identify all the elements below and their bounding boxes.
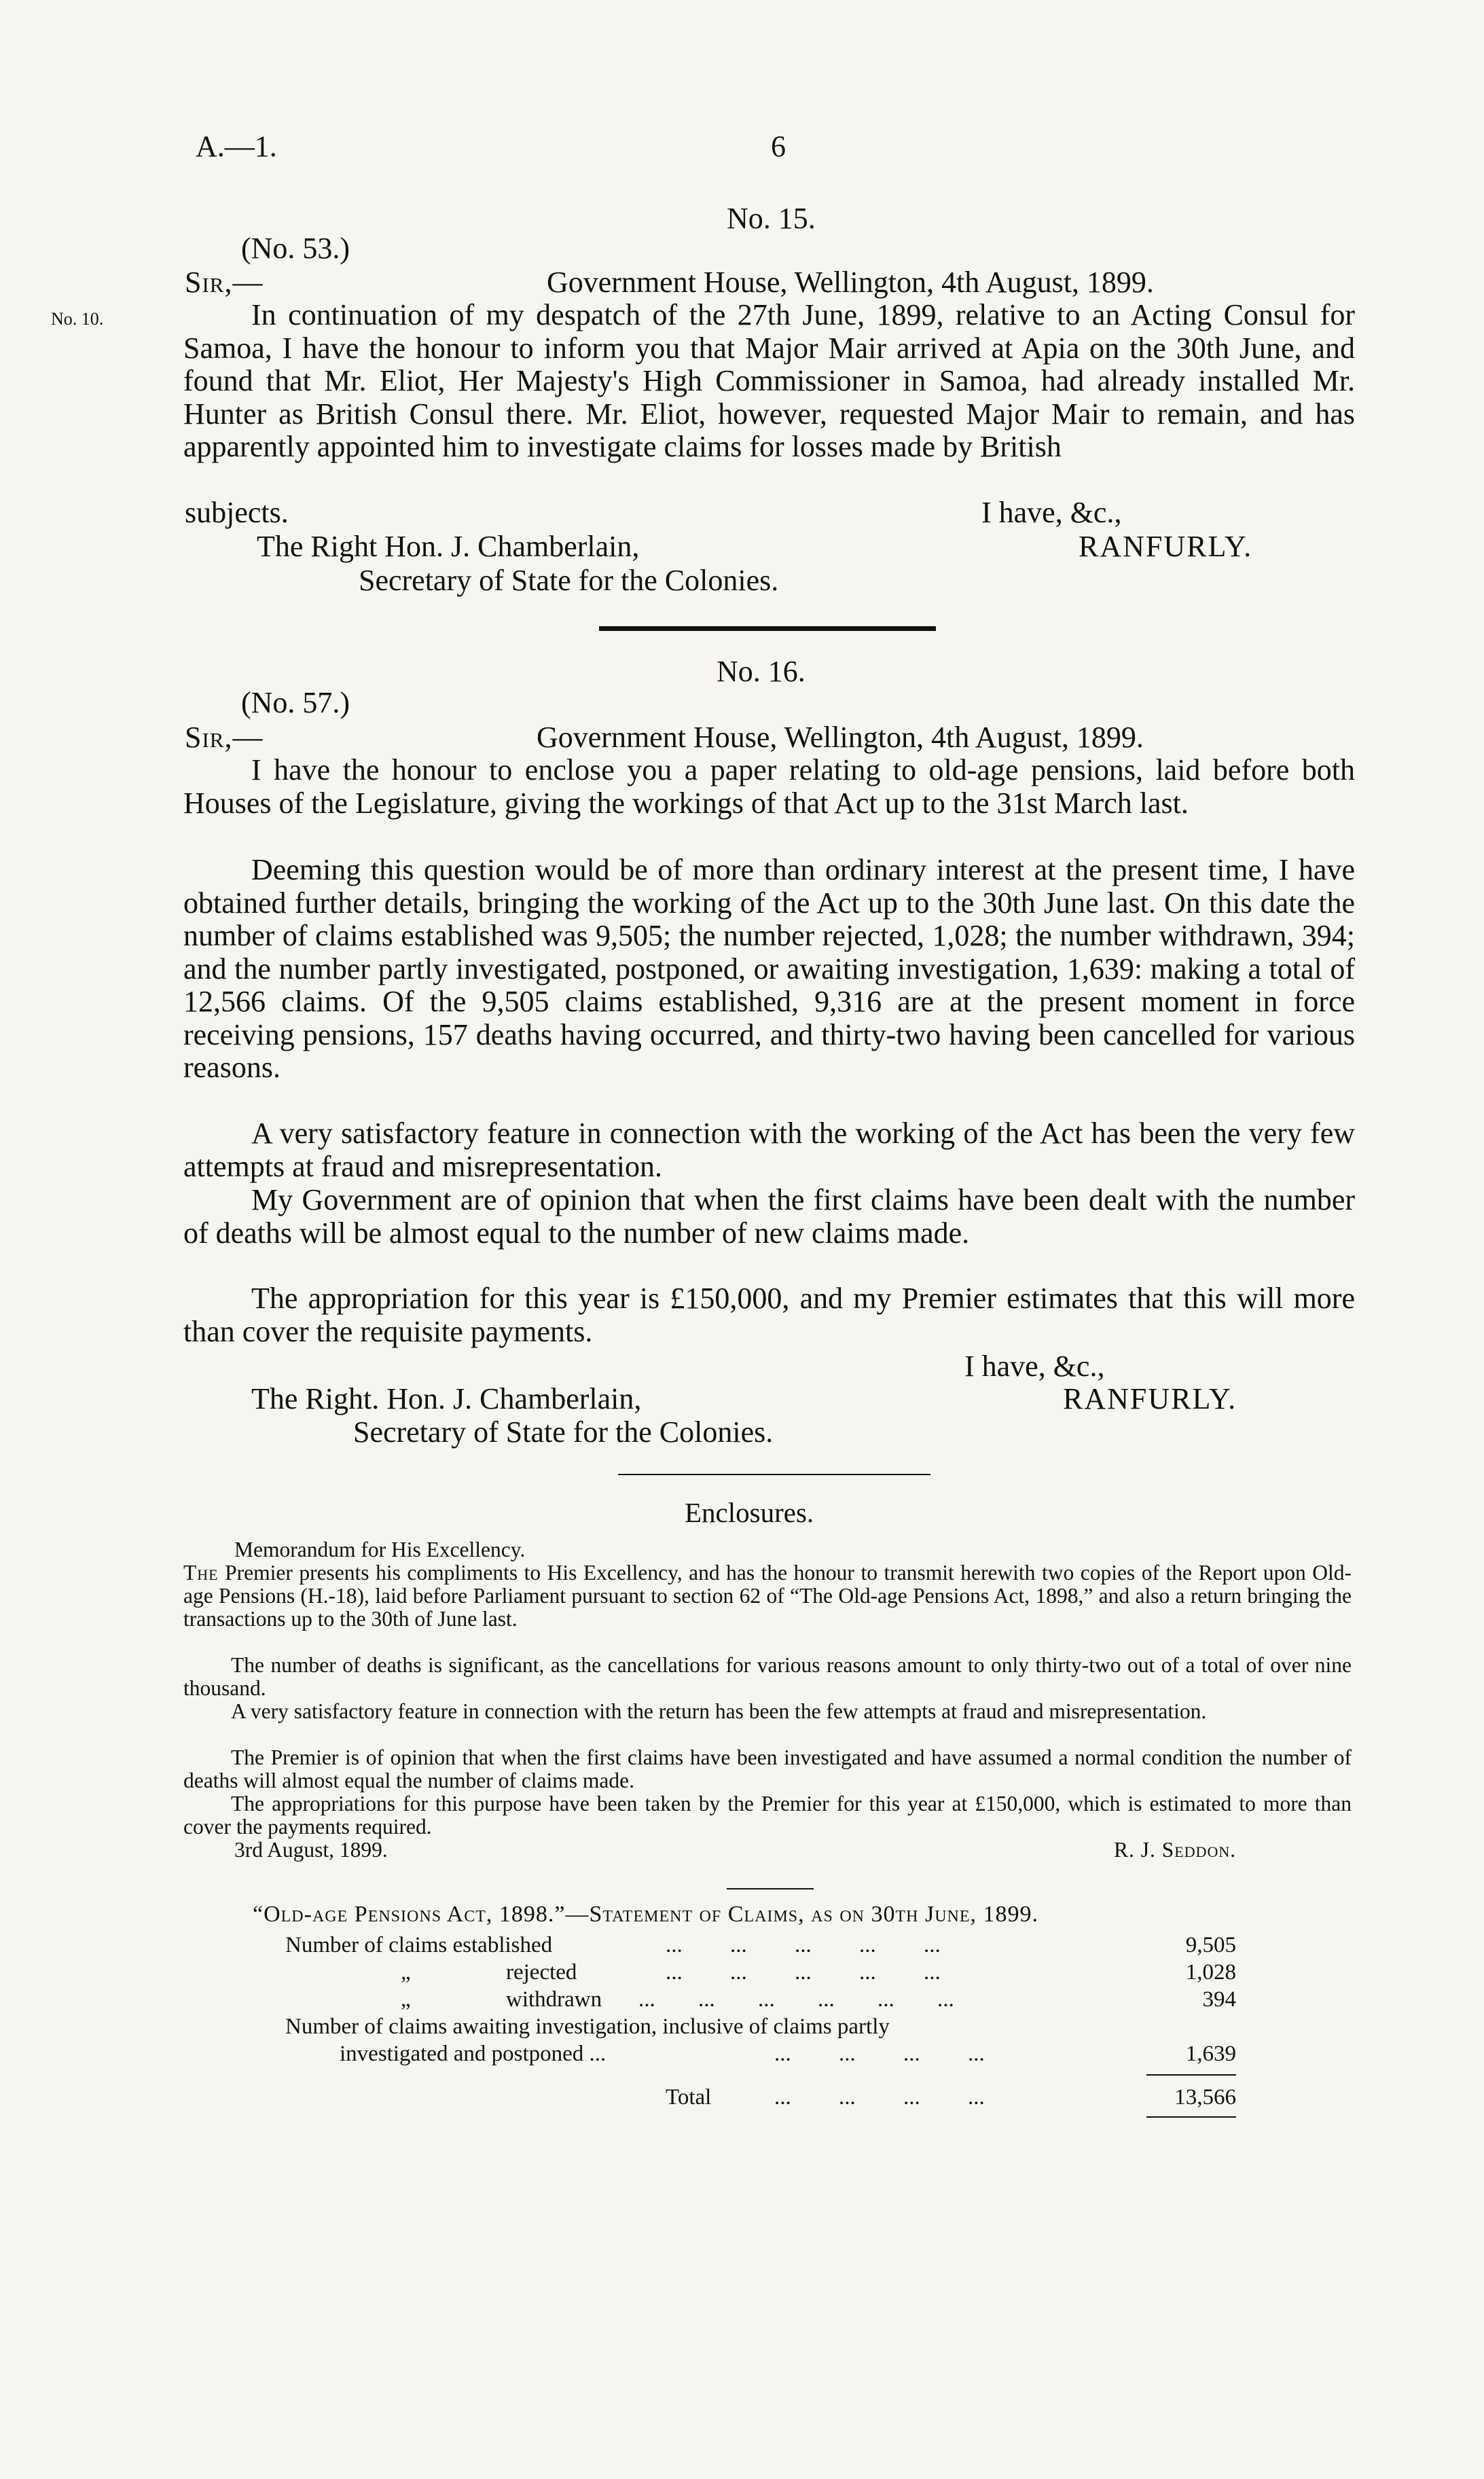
table-row (285, 1987, 1236, 2014)
ditto-mark: „ (401, 1987, 411, 2012)
memo-signature: R. J. Seddon. (1114, 1838, 1237, 1862)
total-value: 13,566 (1174, 2085, 1236, 2110)
table-row (285, 2042, 1236, 2069)
row-leader: ... ... ... ... ... (666, 1960, 941, 1985)
letter16-signature: RANFURLY. (1063, 1382, 1237, 1415)
letter15-signature: RANFURLY. (1079, 530, 1253, 563)
section-code: A.—1. (196, 130, 277, 163)
letter16-number: No. 16. (717, 655, 806, 688)
letter15-number: No. 15. (727, 202, 816, 235)
table-row (285, 1933, 1236, 1960)
letter15-addressee-title: Secretary of State for the Colonies. (359, 564, 779, 597)
memo-date: 3rd August, 1899. (234, 1838, 388, 1862)
letter16-addressee-title: Secretary of State for the Colonies. (353, 1415, 774, 1449)
memo-first-paragraph (183, 1561, 1352, 1631)
row-value: 9,505 (1185, 1933, 1236, 1957)
row-leader: ... ... ... ... (774, 2042, 985, 2066)
memo-paragraph: A very satisfactory feature in connection with the return has been the few attempts at fraud and misrepresentation. (231, 1699, 1207, 1723)
divider-short (727, 1888, 814, 1889)
letter16-dateline: Government House, Wellington, 4th August, 1899. (537, 721, 1144, 754)
row-value: 1,639 (1185, 2042, 1236, 2066)
memo-paragraph: The number of deaths is significant, as the cancellations for various reasons amount to only thirty-two out of a total of over nine thousand. (183, 1653, 1352, 1700)
total-rule-top (1146, 2074, 1236, 2076)
letter15-body: In continuation of my despatch of the 27th June, 1899, relative to an Acting Consul for Samoa, I have the honour to inform you that Major Mair arrived at Apia on the 30th June, and found that Mr. Eliot, Her Majesty's High Commissioner in Samoa, had already installed Mr. Hunter as British Consul there. Mr. Eliot, however, requested Major Mair to remain, and has apparently appointed him to investigate claims for losses made by British (183, 298, 1355, 463)
row-leader: ... ... ... ... ... (666, 1933, 941, 1957)
page-number: 6 (771, 130, 786, 163)
table-total-row (285, 2085, 1236, 2112)
memo-title: Memorandum for His Excellency. (234, 1538, 526, 1561)
letter16-paragraph: Deeming this question would be of more than ordinary interest at the present time, I have obtained further details, bringing the working of the Act up to the 30th June last. On this date the number of claims established was 9,505; the number rejected, 1,028; the number withdrawn, 394; and the number partly investigated, postponed, or awaiting investigation, 1,639: making a total of 12,566 claims. Of the 9,505 claims established, 9,316 are at the present moment in force receiving pensions, 157 deaths having occurred, and thirty-two having been cancelled for various reasons. (183, 853, 1355, 1084)
row-label: rejected (506, 1960, 577, 1985)
row-label: withdrawn (506, 1987, 602, 2012)
divider-thin (618, 1474, 930, 1475)
divider-heavy (599, 626, 936, 631)
memo-first-text: Premier presents his compliments to His Excellency, and has the honour to transmit herewith two copies of the Report upon Old-age Pensions (H.-18), laid before Parliament pursuant to section 62 of “The Old-age Pensions Act, 1898,” and also a return bringing the transactions up to the 30th of June last. (183, 1561, 1352, 1631)
row-label: investigated and postponed ... (340, 2042, 607, 2066)
letter16-paragraph: A very satisfactory feature in connection with the working of the Act has been the very few attempts at fraud and misrepresentation. (183, 1117, 1355, 1183)
margin-note: No. 10. (51, 309, 104, 329)
enclosures-heading: Enclosures. (685, 1497, 814, 1528)
table-row (285, 2014, 1236, 2042)
ditto-mark: „ (401, 1960, 411, 1985)
letter16-paragraph: I have the honour to enclose you a paper relating to old-age pensions, laid before both Houses of the Legislature, giving the workings of that Act up to the 31st March last. (183, 753, 1355, 820)
letter16-salutation: Sir,— (185, 721, 264, 754)
letter16-closing: I have, &c., (964, 1350, 1105, 1383)
row-label: Number of claims established (285, 1933, 553, 1957)
row-leader: ... ... ... ... ... ... (638, 1987, 954, 2012)
statement-title: “Old-age Pensions Act, 1898.”—Statement of Claims, as on 30th June, 1899. (253, 1902, 1039, 1927)
table-row (285, 1960, 1236, 1987)
letter16-paragraph: My Government are of opinion that when the first claims have been dealt with the number of deaths will be almost equal to the number of new claims made. (183, 1183, 1355, 1250)
memo-first-word: The (183, 1561, 219, 1585)
letter16-addressee: The Right. Hon. J. Chamberlain, (251, 1382, 642, 1415)
memo-paragraph: The Premier is of opinion that when the first claims have been investigated and have assumed a normal condition the number of deaths will almost equal the number of claims made. (183, 1745, 1352, 1792)
letter15-ref: (No. 53.) (241, 232, 350, 265)
row-value: 394 (1202, 1987, 1236, 2012)
letter15-addressee: The Right Hon. J. Chamberlain, (257, 530, 640, 563)
letter15-closing: I have, &c., (981, 496, 1122, 529)
letter15-dateline: Government House, Wellington, 4th August, 1899. (547, 266, 1154, 299)
row-label: Number of claims awaiting investigation, inclusive of claims partly (285, 2014, 890, 2039)
row-value: 1,028 (1185, 1960, 1236, 1985)
letter15-salutation: Sir,— (185, 266, 264, 299)
total-rule-bottom (1146, 2116, 1236, 2118)
total-label: Total (666, 2085, 712, 2110)
letter16-ref: (No. 57.) (241, 686, 350, 719)
memo-paragraph: The appropriations for this purpose have been taken by the Premier for this year at £150,000, which is estimated to more than cover the payments required. (183, 1792, 1352, 1839)
row-leader: ... ... ... ... (774, 2085, 985, 2110)
letter15-body-end: subjects. (185, 496, 289, 529)
letter16-paragraph: The appropriation for this year is £150,000, and my Premier estimates that this will more than cover the requisite payments. (183, 1282, 1355, 1348)
